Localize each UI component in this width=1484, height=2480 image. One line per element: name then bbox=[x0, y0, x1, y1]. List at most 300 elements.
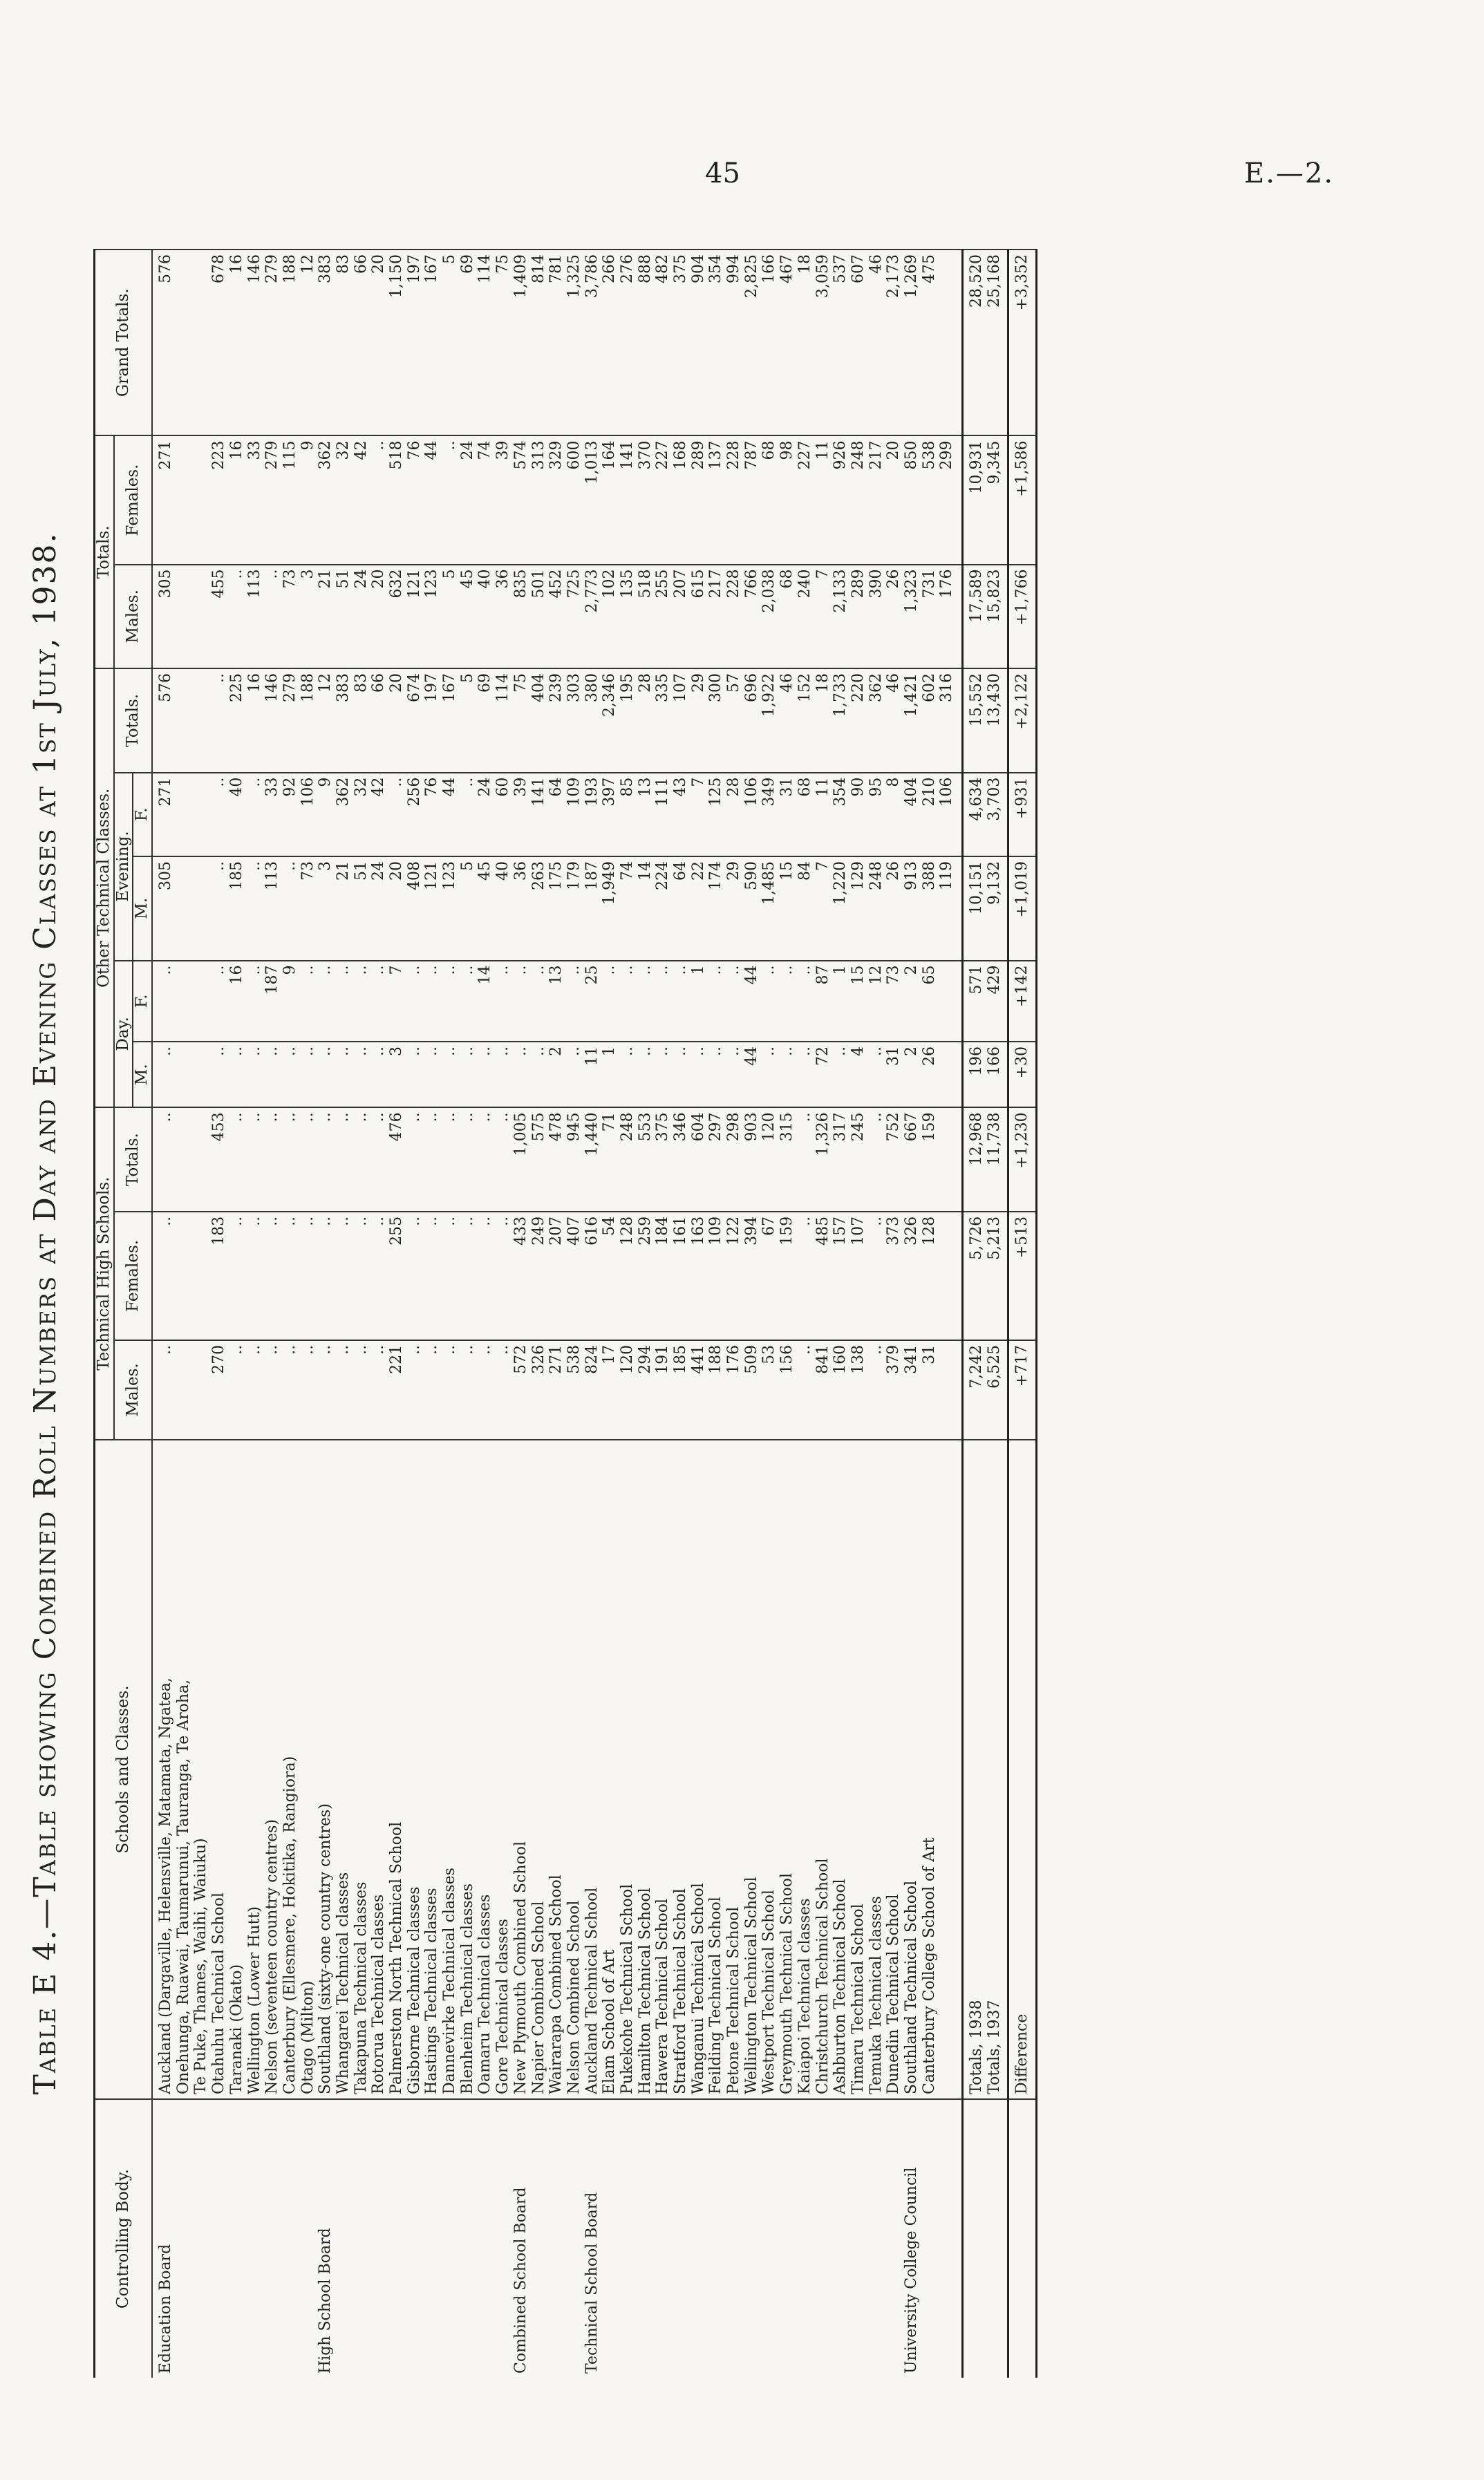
body-combined-school-board: Combined School Board bbox=[511, 2187, 529, 2374]
table-cell: 28 bbox=[725, 777, 743, 797]
table-cell: 176 bbox=[938, 569, 956, 599]
school-name: Hamilton Technical School bbox=[636, 1888, 654, 2094]
header-th-males: Males. bbox=[114, 1340, 152, 1440]
table-cell: 24 bbox=[370, 861, 388, 881]
table-cell: .. bbox=[299, 1216, 317, 1226]
table-cell: 68 bbox=[760, 440, 778, 460]
table-cell: 841 bbox=[814, 1344, 832, 1374]
schools-column bbox=[152, 1440, 962, 2099]
table-cell: 207 bbox=[547, 1216, 565, 1246]
table-cell: .. bbox=[458, 1112, 476, 1122]
school-name: Wairarapa Combined School bbox=[547, 1875, 565, 2094]
table-cell: 146 bbox=[263, 673, 281, 703]
table-cell: 115 bbox=[281, 440, 299, 470]
school-name: Southland (sixty-one country centres) bbox=[317, 1803, 335, 2094]
table-cell: 197 bbox=[423, 673, 441, 703]
table-cell: 66 bbox=[370, 673, 388, 693]
table-cell: .. bbox=[654, 1046, 672, 1056]
table-cell: .. bbox=[352, 965, 370, 975]
table-cell: 303 bbox=[565, 673, 583, 703]
school-name: Gisborne Technical classes bbox=[405, 1886, 423, 2094]
table-cell: 29 bbox=[725, 861, 743, 881]
table-cell: .. bbox=[370, 1216, 388, 1226]
table-cell: 814 bbox=[529, 254, 547, 283]
table-cell: .. bbox=[796, 1344, 814, 1355]
table-cell: 83 bbox=[352, 673, 370, 693]
table-cell: 75 bbox=[494, 254, 512, 274]
table-cell: 40 bbox=[227, 777, 245, 797]
table-cell: .. bbox=[707, 1046, 725, 1056]
header-tot-females: Females. bbox=[114, 435, 152, 564]
table-cell: 32 bbox=[334, 440, 352, 460]
table-cell: 185 bbox=[227, 861, 245, 891]
table-cell: 239 bbox=[547, 673, 565, 703]
table-cell: 575 bbox=[529, 1112, 547, 1142]
table-cell: 14 bbox=[636, 861, 654, 881]
table-cell: 166 bbox=[760, 254, 778, 283]
table-cell: 394 bbox=[742, 1216, 760, 1246]
table-cell: 725 bbox=[565, 569, 583, 599]
table-cell: 271 bbox=[157, 440, 175, 470]
table-cell: 73 bbox=[885, 965, 903, 985]
header-th-totals: Totals. bbox=[114, 1107, 152, 1212]
table-cell: 2,825 bbox=[742, 254, 760, 298]
table-cell: 433 bbox=[511, 1216, 529, 1246]
table-cell: 1,922 bbox=[760, 673, 778, 717]
table-cell: 1,440 bbox=[583, 1112, 601, 1156]
table-cell: .. bbox=[370, 1112, 388, 1122]
school-name: New Plymouth Combined School bbox=[511, 1841, 529, 2094]
table-cell: .. bbox=[317, 1216, 335, 1226]
table-cell: .. bbox=[672, 965, 690, 975]
table-cell: .. bbox=[317, 1344, 335, 1355]
table-cell: 95 bbox=[867, 777, 885, 797]
table-cell: 164 bbox=[601, 440, 619, 470]
table-cell: .. bbox=[245, 861, 263, 872]
table-cell: 537 bbox=[832, 254, 849, 283]
table-cell: 259 bbox=[636, 1216, 654, 1246]
table-cell: 40 bbox=[476, 569, 494, 589]
table-cell: .. bbox=[476, 1216, 494, 1226]
table-cell: 71 bbox=[601, 1112, 619, 1132]
table-cell: 248 bbox=[618, 1112, 636, 1142]
table-cell: 375 bbox=[654, 1112, 672, 1142]
table-cell: 224 bbox=[654, 861, 672, 891]
table-cell: 76 bbox=[423, 777, 441, 797]
table-cell: 263 bbox=[529, 861, 547, 891]
totals-cell bbox=[963, 1212, 1008, 1340]
table-cell: 195 bbox=[618, 673, 636, 703]
table-cell: .. bbox=[299, 965, 317, 975]
difference-value: +3,352 bbox=[1008, 250, 1037, 435]
school-name: Greymouth Technical School bbox=[778, 1872, 796, 2094]
table-cell: 24 bbox=[458, 440, 476, 460]
table-cell: .. bbox=[618, 965, 636, 975]
table-cell: .. bbox=[441, 1046, 459, 1056]
table-cell: 354 bbox=[707, 254, 725, 283]
table-cell: 616 bbox=[583, 1216, 601, 1246]
table-cell: .. bbox=[511, 965, 529, 975]
table-cell: 455 bbox=[210, 569, 228, 599]
table-cell: 168 bbox=[672, 440, 690, 470]
totals-value: 10,151 bbox=[968, 861, 986, 914]
table-cell: 20 bbox=[885, 440, 903, 460]
table-cell: 128 bbox=[618, 1216, 636, 1246]
table-cell: 1,949 bbox=[601, 861, 619, 905]
table-cell: 913 bbox=[902, 861, 920, 891]
table-cell: 8 bbox=[885, 777, 903, 787]
table-cell: 106 bbox=[299, 777, 317, 807]
table-cell: .. bbox=[494, 965, 512, 975]
table-cell: 15 bbox=[778, 861, 796, 881]
table-cell: 824 bbox=[583, 1344, 601, 1374]
school-name: Taranaki (Okato) bbox=[227, 1964, 245, 2094]
table-cell: 122 bbox=[725, 1216, 743, 1246]
table-cell: .. bbox=[778, 965, 796, 975]
table-cell: 615 bbox=[689, 569, 707, 599]
table-cell: 289 bbox=[849, 569, 867, 599]
difference-value: +931 bbox=[1008, 773, 1037, 856]
table-cell: 11 bbox=[814, 440, 832, 460]
table-title: Table E 4.—Table showing Combined Roll Numbers at Day and Evening Classes at 1st July, 1938. bbox=[28, 532, 63, 2095]
table-cell: 119 bbox=[938, 861, 956, 891]
table-cell: 191 bbox=[654, 1344, 672, 1374]
header-grand-totals: Grand Totals. bbox=[95, 250, 153, 435]
totals-value: 571 bbox=[968, 965, 986, 995]
table-cell: 179 bbox=[565, 861, 583, 891]
body-university-college-council: University College Council bbox=[902, 2167, 920, 2374]
table-cell: 109 bbox=[565, 777, 583, 807]
totals-row bbox=[963, 250, 1008, 2378]
table-cell: 590 bbox=[742, 861, 760, 891]
table-cell: 538 bbox=[565, 1344, 583, 1374]
table-cell: 3 bbox=[317, 861, 335, 872]
table-cell: .. bbox=[654, 965, 672, 975]
table-cell: 279 bbox=[263, 440, 281, 470]
table-cell: .. bbox=[388, 777, 406, 787]
totals-value: 13,430 bbox=[985, 673, 1003, 727]
table-cell: 270 bbox=[210, 1344, 228, 1374]
table-cell: 297 bbox=[707, 1112, 725, 1142]
totals-value: 17,589 bbox=[968, 569, 986, 623]
table-cell: 113 bbox=[263, 861, 281, 891]
table-cell: .. bbox=[370, 965, 388, 975]
totals-value: 6,525 bbox=[985, 1344, 1003, 1389]
table-cell: 1,409 bbox=[511, 254, 529, 298]
table-cell: 11 bbox=[583, 1046, 601, 1066]
table-cell: 294 bbox=[636, 1344, 654, 1374]
table-cell: 11 bbox=[814, 777, 832, 797]
totals-cell bbox=[963, 435, 1008, 564]
school-name: Southland Technical School bbox=[902, 1880, 920, 2094]
table-cell: 248 bbox=[867, 861, 885, 891]
table-cell: 5 bbox=[458, 673, 476, 684]
table-cell: .. bbox=[867, 1216, 885, 1226]
table-cell bbox=[175, 570, 193, 664]
table-cell: 29 bbox=[689, 673, 707, 693]
table-cell: 123 bbox=[423, 569, 441, 599]
school-name: Ashburton Technical School bbox=[832, 1879, 849, 2094]
table-cell: 217 bbox=[707, 569, 725, 599]
totals-value: 196 bbox=[968, 1046, 986, 1075]
table-cell: .. bbox=[281, 1216, 299, 1226]
school-name: Wellington (Lower Hutt) bbox=[245, 1906, 263, 2094]
difference-value: +1,019 bbox=[1008, 856, 1037, 961]
table-cell: 362 bbox=[867, 673, 885, 703]
table-cell: .. bbox=[867, 1112, 885, 1122]
table-cell: 68 bbox=[778, 569, 796, 589]
table-cell: .. bbox=[689, 1046, 707, 1056]
table-cell: .. bbox=[423, 1046, 441, 1056]
table-cell: 111 bbox=[654, 777, 672, 807]
table-cell: 197 bbox=[405, 254, 423, 283]
table-cell: 279 bbox=[281, 673, 299, 703]
table-cell: 84 bbox=[796, 861, 814, 881]
table-cell: 40 bbox=[494, 861, 512, 881]
table-cell: .. bbox=[405, 1344, 423, 1355]
table-cell: 667 bbox=[902, 1112, 920, 1142]
table-cell: 850 bbox=[902, 440, 920, 470]
totals-value: 166 bbox=[985, 1046, 1003, 1075]
totals-cell bbox=[963, 856, 1008, 961]
table-cell: .. bbox=[511, 1046, 529, 1056]
header-tot-males: Males. bbox=[114, 565, 152, 669]
table-cell: .. bbox=[405, 1112, 423, 1122]
table-cell: 72 bbox=[814, 1046, 832, 1066]
table-cell: 44 bbox=[423, 440, 441, 460]
table-cell: 7 bbox=[814, 861, 832, 872]
table-cell: 167 bbox=[423, 254, 441, 283]
table-cell: 1,269 bbox=[902, 254, 920, 298]
totals-value: 5,213 bbox=[985, 1216, 1003, 1260]
col-evening-females bbox=[152, 773, 962, 856]
table-cell: 141 bbox=[618, 440, 636, 470]
school-name: Kaiapoi Technical classes bbox=[796, 1898, 814, 2094]
school-name: Otahuhu Technical School bbox=[210, 1892, 228, 2094]
table-cell bbox=[192, 254, 210, 431]
table-cell bbox=[175, 440, 193, 559]
table-cell: 106 bbox=[742, 777, 760, 807]
table-cell bbox=[192, 1046, 210, 1102]
table-cell: .. bbox=[458, 1046, 476, 1056]
table-cell: .. bbox=[299, 1046, 317, 1056]
header-controlling-body: Controlling Body. bbox=[95, 2099, 153, 2378]
table-cell: .. bbox=[352, 1216, 370, 1226]
school-name: Elam School of Art bbox=[601, 1949, 619, 2094]
table-cell bbox=[192, 861, 210, 956]
table-cell: 92 bbox=[281, 777, 299, 797]
table-cell: .. bbox=[760, 1046, 778, 1056]
table-cell: 7 bbox=[689, 777, 707, 787]
table-cell: 36 bbox=[494, 569, 512, 589]
difference-row bbox=[1008, 250, 1037, 2378]
school-name: Canterbury (Ellesmere, Hokitika, Rangiora) bbox=[281, 1756, 299, 2094]
table-cell: .. bbox=[458, 777, 476, 787]
table-cell: 632 bbox=[388, 569, 406, 599]
totals-value: 9,345 bbox=[985, 440, 1003, 485]
table-cell: 109 bbox=[707, 1216, 725, 1246]
table-cell: .. bbox=[494, 1112, 512, 1122]
table-cell: 85 bbox=[618, 777, 636, 797]
table-cell: 326 bbox=[902, 1216, 920, 1246]
header-totals-group: Totals. bbox=[95, 435, 114, 668]
table-cell: .. bbox=[441, 965, 459, 975]
header-eve-f: F. bbox=[133, 773, 152, 856]
table-cell: .. bbox=[441, 1344, 459, 1355]
table-cell: 271 bbox=[547, 1344, 565, 1374]
table-cell: .. bbox=[317, 965, 335, 975]
table-cell: 835 bbox=[511, 569, 529, 599]
table-cell: 26 bbox=[885, 569, 903, 589]
table-cell: 249 bbox=[529, 1216, 547, 1246]
table-cell: 362 bbox=[317, 440, 335, 470]
table-cell: 32 bbox=[352, 777, 370, 797]
table-cell: .. bbox=[352, 1344, 370, 1355]
table-cell bbox=[175, 778, 193, 852]
table-cell: 538 bbox=[920, 440, 938, 470]
roll-numbers-table bbox=[93, 249, 1037, 2378]
table-cell: 51 bbox=[352, 861, 370, 881]
table-cell: 1,733 bbox=[832, 673, 849, 717]
difference-value: +30 bbox=[1008, 1042, 1037, 1107]
table-cell: 31 bbox=[778, 777, 796, 797]
table-cell: 602 bbox=[920, 673, 938, 703]
table-cell: 248 bbox=[849, 440, 867, 470]
col-totals-males bbox=[152, 565, 962, 669]
table-cell: 2,773 bbox=[583, 569, 601, 613]
school-name: Te Puke, Thames, Waihi, Waiuku) bbox=[192, 1838, 210, 2094]
header-evening: Evening. bbox=[114, 773, 133, 961]
table-cell: 20 bbox=[370, 569, 388, 589]
table-cell bbox=[175, 1216, 193, 1335]
table-cell: 228 bbox=[725, 440, 743, 470]
table-cell: 266 bbox=[601, 254, 619, 283]
header-th-females: Females. bbox=[114, 1212, 152, 1340]
table-cell: .. bbox=[423, 1344, 441, 1355]
table-cell: 7 bbox=[814, 569, 832, 579]
table-cell: 129 bbox=[849, 861, 867, 891]
table-cell: 159 bbox=[920, 1112, 938, 1142]
totals-cell bbox=[963, 1340, 1008, 1440]
table-cell: .. bbox=[157, 1112, 175, 1122]
table-cell: 39 bbox=[494, 440, 512, 460]
table-cell: 87 bbox=[814, 965, 832, 985]
table-cell: 1,150 bbox=[388, 254, 406, 298]
table-cell: .. bbox=[725, 965, 743, 975]
difference-value: +1,230 bbox=[1008, 1107, 1037, 1212]
table-cell: .. bbox=[281, 861, 299, 872]
table-cell: 51 bbox=[334, 569, 352, 589]
table-cell: 1,421 bbox=[902, 673, 920, 717]
table-cell: 18 bbox=[796, 254, 814, 274]
table-cell: 1,485 bbox=[760, 861, 778, 905]
table-cell: 13 bbox=[547, 965, 565, 985]
school-name: Auckland (Dargaville, Helensville, Matamata, Ngatea, bbox=[157, 1678, 175, 2094]
table-cell: 379 bbox=[885, 1344, 903, 1374]
table-cell: 107 bbox=[849, 1216, 867, 1246]
table-cell: 305 bbox=[157, 861, 175, 891]
table-cell: 175 bbox=[547, 861, 565, 891]
table-cell bbox=[192, 1112, 210, 1207]
school-name: Blenheim Technical classes bbox=[458, 1884, 476, 2094]
table-cell bbox=[175, 861, 193, 956]
table-cell: 1,326 bbox=[814, 1112, 832, 1156]
table-cell: 375 bbox=[672, 254, 690, 283]
difference-value: +1,586 bbox=[1008, 435, 1037, 564]
school-name: Temuka Technical classes bbox=[867, 1896, 885, 2094]
table-cell: 20 bbox=[388, 673, 406, 693]
table-cell: 1 bbox=[689, 965, 707, 975]
school-name: Rotorua Technical classes bbox=[370, 1894, 388, 2094]
table-cell: 335 bbox=[654, 673, 672, 703]
table-cell: .. bbox=[334, 965, 352, 975]
table-cell: 188 bbox=[707, 1344, 725, 1374]
table-cell: .. bbox=[565, 965, 583, 975]
table-cell: 478 bbox=[547, 1112, 565, 1142]
difference-value: +142 bbox=[1008, 961, 1037, 1042]
table-cell: .. bbox=[263, 1344, 281, 1355]
table-cell: 125 bbox=[707, 777, 725, 807]
table-cell: 31 bbox=[920, 1344, 938, 1364]
table-cell: 994 bbox=[725, 254, 743, 283]
table-cell: 2,173 bbox=[885, 254, 903, 298]
table-cell: .. bbox=[867, 1344, 885, 1355]
table-cell: .. bbox=[423, 1216, 441, 1226]
school-name: Hastings Technical classes bbox=[423, 1888, 441, 2094]
table-cell: 407 bbox=[565, 1216, 583, 1246]
table-cell: .. bbox=[423, 965, 441, 975]
table-cell: 16 bbox=[227, 440, 245, 460]
table-cell: .. bbox=[157, 1216, 175, 1226]
table-cell: 187 bbox=[263, 965, 281, 995]
table-cell: 346 bbox=[672, 1112, 690, 1142]
table-cell: 607 bbox=[849, 254, 867, 283]
totals-value: 429 bbox=[985, 965, 1003, 995]
table-cell: 121 bbox=[423, 861, 441, 891]
table-cell bbox=[192, 1216, 210, 1335]
table-cell: 4 bbox=[849, 1046, 867, 1056]
table-cell: 54 bbox=[601, 1216, 619, 1236]
table-cell: 102 bbox=[601, 569, 619, 599]
table-cell: .. bbox=[317, 1046, 335, 1056]
table-cell: 57 bbox=[725, 673, 743, 693]
table-cell bbox=[192, 1345, 210, 1435]
table-cell: .. bbox=[227, 1046, 245, 1056]
table-cell: 210 bbox=[920, 777, 938, 807]
table-cell: 12 bbox=[317, 673, 335, 693]
table-cell: .. bbox=[370, 1344, 388, 1355]
table-cell: .. bbox=[245, 965, 263, 975]
table-cell: 18 bbox=[814, 673, 832, 693]
table-cell: .. bbox=[494, 1344, 512, 1355]
table-cell: 501 bbox=[529, 569, 547, 599]
table-cell: 28 bbox=[636, 673, 654, 693]
table-cell: 16 bbox=[245, 673, 263, 693]
table-cell: 373 bbox=[885, 1216, 903, 1246]
totals-value: 15,552 bbox=[968, 673, 986, 727]
table-cell: 60 bbox=[494, 777, 512, 797]
table-cell: 383 bbox=[334, 673, 352, 703]
school-name: Dunedin Technical School bbox=[885, 1894, 903, 2094]
table-cell: 75 bbox=[511, 673, 529, 693]
table-cell: 453 bbox=[210, 1112, 228, 1142]
table-cell: 64 bbox=[672, 861, 690, 881]
table-cell: 43 bbox=[672, 777, 690, 797]
table-cell: 576 bbox=[157, 254, 175, 283]
table-cell: 1,323 bbox=[902, 569, 920, 613]
table-cell: .. bbox=[796, 965, 814, 975]
table-cell: 183 bbox=[210, 1216, 228, 1246]
